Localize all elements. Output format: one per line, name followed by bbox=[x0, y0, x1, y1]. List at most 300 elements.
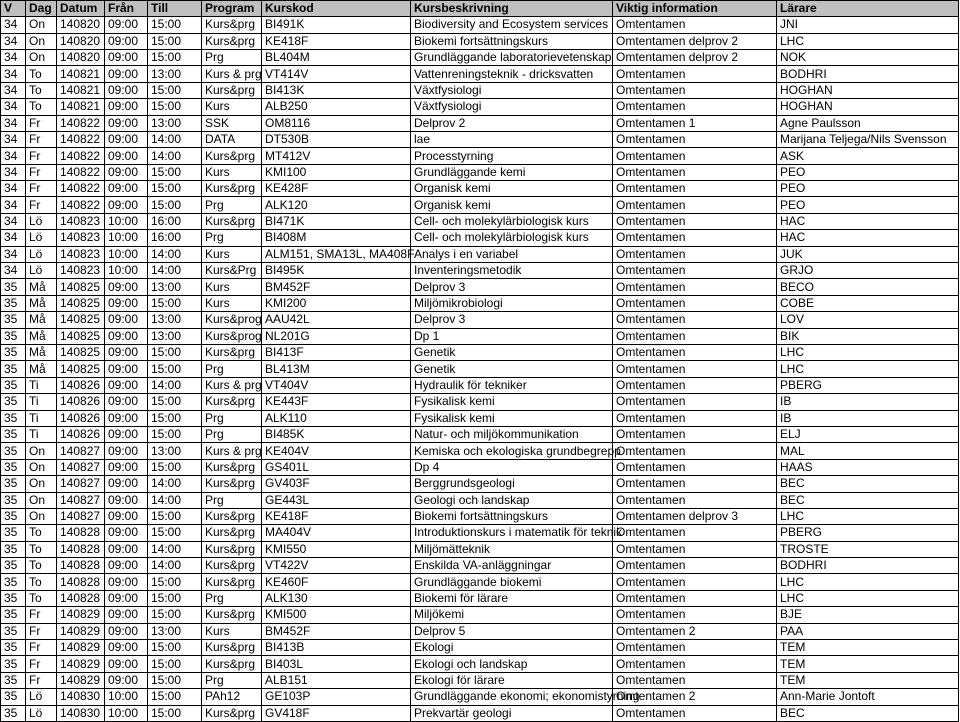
cell-course-code: KMI100 bbox=[262, 164, 411, 180]
cell-program: Kurs&prg bbox=[202, 181, 262, 197]
cell-date: 140828 bbox=[57, 558, 105, 574]
cell-teacher: BJE bbox=[777, 607, 959, 623]
cell-date: 140828 bbox=[57, 590, 105, 606]
cell-day: On bbox=[26, 443, 57, 459]
cell-program: Kurs&prog bbox=[202, 312, 262, 328]
cell-to: 15:00 bbox=[148, 394, 202, 410]
cell-date: 140828 bbox=[57, 541, 105, 557]
cell-to: 14:00 bbox=[148, 263, 202, 279]
table-row bbox=[1, 623, 959, 639]
cell-date: 140822 bbox=[57, 115, 105, 131]
cell-course-code: AAU42L bbox=[262, 312, 411, 328]
cell-week: 35 bbox=[1, 345, 26, 361]
cell-course-description: Geologi och landskap bbox=[411, 492, 613, 508]
table-row bbox=[1, 246, 959, 262]
cell-week: 35 bbox=[1, 541, 26, 557]
cell-important-info: Omtentamen bbox=[613, 476, 777, 492]
cell-course-description: Prekvartär geologi bbox=[411, 705, 613, 721]
cell-course-description: Miljökemi bbox=[411, 607, 613, 623]
cell-week: 34 bbox=[1, 181, 26, 197]
cell-from: 09:00 bbox=[105, 164, 148, 180]
cell-to: 15:00 bbox=[148, 705, 202, 721]
cell-date: 140821 bbox=[57, 66, 105, 82]
table-row bbox=[1, 345, 959, 361]
cell-to: 15:00 bbox=[148, 99, 202, 115]
cell-important-info: Omtentamen bbox=[613, 345, 777, 361]
cell-date: 140827 bbox=[57, 476, 105, 492]
cell-day: Fr bbox=[26, 672, 57, 688]
cell-teacher: BODHRI bbox=[777, 66, 959, 82]
table-row bbox=[1, 263, 959, 279]
cell-important-info: Omtentamen bbox=[613, 426, 777, 442]
header-cell-from: Från bbox=[105, 1, 148, 17]
cell-from: 09:00 bbox=[105, 33, 148, 49]
cell-program: Kurs bbox=[202, 279, 262, 295]
header-cell-week: V bbox=[1, 1, 26, 17]
cell-important-info: Omtentamen 2 bbox=[613, 623, 777, 639]
cell-to: 15:00 bbox=[148, 672, 202, 688]
cell-date: 140821 bbox=[57, 99, 105, 115]
cell-week: 35 bbox=[1, 377, 26, 393]
table-row bbox=[1, 640, 959, 656]
cell-teacher: BEC bbox=[777, 705, 959, 721]
cell-day: Fr bbox=[26, 131, 57, 147]
cell-course-description: Fysikalisk kemi bbox=[411, 410, 613, 426]
cell-teacher: LHC bbox=[777, 508, 959, 524]
cell-important-info: Omtentamen bbox=[613, 672, 777, 688]
cell-program: Kurs&prg bbox=[202, 508, 262, 524]
cell-important-info: Omtentamen 1 bbox=[613, 115, 777, 131]
cell-program: Kurs bbox=[202, 295, 262, 311]
cell-course-code: BL413M bbox=[262, 361, 411, 377]
cell-day: On bbox=[26, 33, 57, 49]
header-cell-date: Datum bbox=[57, 1, 105, 17]
cell-from: 09:00 bbox=[105, 443, 148, 459]
cell-program: Kurs&prog bbox=[202, 328, 262, 344]
cell-day: On bbox=[26, 17, 57, 33]
cell-to: 15:00 bbox=[148, 164, 202, 180]
cell-from: 09:00 bbox=[105, 197, 148, 213]
cell-day: Fr bbox=[26, 115, 57, 131]
cell-to: 15:00 bbox=[148, 640, 202, 656]
cell-day: Fr bbox=[26, 181, 57, 197]
table-row bbox=[1, 410, 959, 426]
cell-day: On bbox=[26, 508, 57, 524]
cell-program: Kurs&prg bbox=[202, 148, 262, 164]
cell-course-code: BI471K bbox=[262, 213, 411, 229]
cell-week: 34 bbox=[1, 49, 26, 65]
cell-course-description: Växtfysiologi bbox=[411, 99, 613, 115]
cell-date: 140829 bbox=[57, 640, 105, 656]
cell-program: Prg bbox=[202, 492, 262, 508]
cell-important-info: Omtentamen bbox=[613, 164, 777, 180]
cell-week: 35 bbox=[1, 607, 26, 623]
cell-week: 35 bbox=[1, 558, 26, 574]
cell-course-description: Vattenreningsteknik - dricksvatten bbox=[411, 66, 613, 82]
cell-date: 140826 bbox=[57, 394, 105, 410]
table-row bbox=[1, 525, 959, 541]
cell-to: 14:00 bbox=[148, 492, 202, 508]
cell-day: Lö bbox=[26, 246, 57, 262]
cell-week: 35 bbox=[1, 279, 26, 295]
cell-from: 09:00 bbox=[105, 377, 148, 393]
cell-course-description: Delprov 3 bbox=[411, 312, 613, 328]
table-row bbox=[1, 33, 959, 49]
table-row bbox=[1, 312, 959, 328]
cell-program: Prg bbox=[202, 672, 262, 688]
table-row bbox=[1, 148, 959, 164]
cell-course-description: Delprov 5 bbox=[411, 623, 613, 639]
cell-week: 35 bbox=[1, 525, 26, 541]
cell-date: 140826 bbox=[57, 377, 105, 393]
cell-course-code: GS401L bbox=[262, 459, 411, 475]
cell-from: 09:00 bbox=[105, 459, 148, 475]
cell-important-info: Omtentamen bbox=[613, 558, 777, 574]
cell-course-code: BI485K bbox=[262, 426, 411, 442]
cell-important-info: Omtentamen bbox=[613, 131, 777, 147]
cell-week: 34 bbox=[1, 148, 26, 164]
cell-important-info: Omtentamen bbox=[613, 197, 777, 213]
cell-important-info: Omtentamen bbox=[613, 295, 777, 311]
cell-course-code: KE404V bbox=[262, 443, 411, 459]
cell-from: 09:00 bbox=[105, 148, 148, 164]
cell-to: 16:00 bbox=[148, 230, 202, 246]
cell-course-description: lae bbox=[411, 131, 613, 147]
cell-course-description: Biokemi fortsättningskurs bbox=[411, 508, 613, 524]
cell-teacher: PEO bbox=[777, 197, 959, 213]
cell-course-code: ALM151, SMA13L, MA408F bbox=[262, 246, 411, 262]
cell-week: 35 bbox=[1, 574, 26, 590]
cell-teacher: HAC bbox=[777, 213, 959, 229]
cell-week: 35 bbox=[1, 459, 26, 475]
cell-date: 140822 bbox=[57, 131, 105, 147]
cell-course-description: Ekologi och landskap bbox=[411, 656, 613, 672]
cell-course-description: Organisk kemi bbox=[411, 181, 613, 197]
cell-from: 10:00 bbox=[105, 705, 148, 721]
cell-week: 35 bbox=[1, 312, 26, 328]
cell-course-description: Grundläggande ekonomi; ekonomistyrning bbox=[411, 689, 613, 705]
cell-from: 09:00 bbox=[105, 17, 148, 33]
cell-teacher: MAL bbox=[777, 443, 959, 459]
cell-important-info: Omtentamen 2 bbox=[613, 689, 777, 705]
cell-from: 10:00 bbox=[105, 263, 148, 279]
cell-day: Fr bbox=[26, 607, 57, 623]
cell-course-code: BI495K bbox=[262, 263, 411, 279]
cell-week: 35 bbox=[1, 689, 26, 705]
cell-to: 15:00 bbox=[148, 181, 202, 197]
cell-important-info: Omtentamen bbox=[613, 410, 777, 426]
cell-program: Kurs&prg bbox=[202, 17, 262, 33]
cell-program: Kurs&prg bbox=[202, 82, 262, 98]
cell-course-code: BI413F bbox=[262, 345, 411, 361]
cell-to: 15:00 bbox=[148, 197, 202, 213]
cell-important-info: Omtentamen bbox=[613, 279, 777, 295]
cell-program: Prg bbox=[202, 230, 262, 246]
cell-day: On bbox=[26, 476, 57, 492]
cell-teacher: GRJO bbox=[777, 263, 959, 279]
cell-week: 34 bbox=[1, 263, 26, 279]
cell-to: 15:00 bbox=[148, 574, 202, 590]
cell-program: PAh12 bbox=[202, 689, 262, 705]
cell-from: 09:00 bbox=[105, 590, 148, 606]
header-cell-day: Dag bbox=[26, 1, 57, 17]
cell-important-info: Omtentamen bbox=[613, 263, 777, 279]
cell-week: 34 bbox=[1, 66, 26, 82]
cell-from: 09:00 bbox=[105, 492, 148, 508]
cell-day: Lö bbox=[26, 213, 57, 229]
cell-date: 140828 bbox=[57, 574, 105, 590]
cell-program: Kurs&prg bbox=[202, 345, 262, 361]
cell-from: 09:00 bbox=[105, 99, 148, 115]
table-row bbox=[1, 394, 959, 410]
cell-course-code: ALK120 bbox=[262, 197, 411, 213]
cell-to: 15:00 bbox=[148, 49, 202, 65]
cell-important-info: Omtentamen bbox=[613, 312, 777, 328]
table-row bbox=[1, 590, 959, 606]
cell-teacher: PBERG bbox=[777, 377, 959, 393]
cell-course-code: BI413B bbox=[262, 640, 411, 656]
table-row bbox=[1, 541, 959, 557]
cell-week: 35 bbox=[1, 394, 26, 410]
cell-day: On bbox=[26, 492, 57, 508]
cell-day: Ti bbox=[26, 410, 57, 426]
cell-course-description: Analys i en variabel bbox=[411, 246, 613, 262]
cell-date: 140826 bbox=[57, 426, 105, 442]
cell-course-code: VT414V bbox=[262, 66, 411, 82]
cell-from: 09:00 bbox=[105, 541, 148, 557]
cell-date: 140825 bbox=[57, 361, 105, 377]
cell-program: Kurs&prg bbox=[202, 607, 262, 623]
cell-important-info: Omtentamen bbox=[613, 181, 777, 197]
cell-course-description: Berggrundsgeologi bbox=[411, 476, 613, 492]
cell-course-description: Kemiska och ekologiska grundbegrepp bbox=[411, 443, 613, 459]
cell-from: 09:00 bbox=[105, 279, 148, 295]
cell-week: 34 bbox=[1, 213, 26, 229]
cell-course-code: KE428F bbox=[262, 181, 411, 197]
cell-to: 13:00 bbox=[148, 443, 202, 459]
cell-week: 34 bbox=[1, 246, 26, 262]
cell-to: 13:00 bbox=[148, 328, 202, 344]
table-row bbox=[1, 164, 959, 180]
cell-course-description: Genetik bbox=[411, 361, 613, 377]
cell-date: 140827 bbox=[57, 459, 105, 475]
cell-to: 16:00 bbox=[148, 213, 202, 229]
cell-important-info: Omtentamen bbox=[613, 328, 777, 344]
cell-from: 09:00 bbox=[105, 66, 148, 82]
table-row bbox=[1, 574, 959, 590]
cell-day: Lö bbox=[26, 230, 57, 246]
cell-week: 34 bbox=[1, 131, 26, 147]
cell-important-info: Omtentamen bbox=[613, 148, 777, 164]
cell-to: 14:00 bbox=[148, 541, 202, 557]
table-row bbox=[1, 705, 959, 721]
cell-from: 09:00 bbox=[105, 181, 148, 197]
table-row bbox=[1, 672, 959, 688]
cell-course-description: Dp 4 bbox=[411, 459, 613, 475]
cell-day: Lö bbox=[26, 263, 57, 279]
cell-course-code: GV418F bbox=[262, 705, 411, 721]
cell-week: 35 bbox=[1, 410, 26, 426]
cell-teacher: HAC bbox=[777, 230, 959, 246]
cell-important-info: Omtentamen bbox=[613, 607, 777, 623]
cell-to: 15:00 bbox=[148, 410, 202, 426]
cell-teacher: JNI bbox=[777, 17, 959, 33]
cell-date: 140828 bbox=[57, 525, 105, 541]
table-row bbox=[1, 66, 959, 82]
cell-course-description: Ekologi bbox=[411, 640, 613, 656]
table-row bbox=[1, 197, 959, 213]
cell-day: To bbox=[26, 541, 57, 557]
cell-week: 35 bbox=[1, 623, 26, 639]
table-row bbox=[1, 131, 959, 147]
cell-teacher: Ann-Marie Jontoft bbox=[777, 689, 959, 705]
cell-course-code: KMI500 bbox=[262, 607, 411, 623]
cell-to: 15:00 bbox=[148, 689, 202, 705]
cell-teacher: PEO bbox=[777, 181, 959, 197]
cell-week: 35 bbox=[1, 443, 26, 459]
cell-course-code: NL201G bbox=[262, 328, 411, 344]
cell-to: 13:00 bbox=[148, 623, 202, 639]
cell-to: 15:00 bbox=[148, 33, 202, 49]
cell-week: 34 bbox=[1, 99, 26, 115]
cell-important-info: Omtentamen bbox=[613, 66, 777, 82]
cell-program: Prg bbox=[202, 590, 262, 606]
cell-from: 09:00 bbox=[105, 115, 148, 131]
cell-teacher: HOGHAN bbox=[777, 82, 959, 98]
cell-course-code: BI403L bbox=[262, 656, 411, 672]
cell-course-description: Hydraulik för tekniker bbox=[411, 377, 613, 393]
cell-date: 140829 bbox=[57, 656, 105, 672]
cell-day: On bbox=[26, 49, 57, 65]
cell-program: Kurs&prg bbox=[202, 476, 262, 492]
cell-program: Prg bbox=[202, 49, 262, 65]
cell-date: 140822 bbox=[57, 164, 105, 180]
cell-day: Må bbox=[26, 279, 57, 295]
cell-date: 140822 bbox=[57, 197, 105, 213]
cell-date: 140820 bbox=[57, 49, 105, 65]
cell-program: Kurs bbox=[202, 623, 262, 639]
header-cell-course-description: Kursbeskrivning bbox=[411, 1, 613, 17]
cell-important-info: Omtentamen bbox=[613, 246, 777, 262]
cell-date: 140825 bbox=[57, 312, 105, 328]
cell-from: 09:00 bbox=[105, 345, 148, 361]
cell-course-description: Grundläggande kemi bbox=[411, 164, 613, 180]
cell-course-code: GE443L bbox=[262, 492, 411, 508]
cell-teacher: NOK bbox=[777, 49, 959, 65]
cell-program: Kurs&prg bbox=[202, 558, 262, 574]
cell-program: Kurs&prg bbox=[202, 459, 262, 475]
cell-teacher: TEM bbox=[777, 640, 959, 656]
cell-date: 140825 bbox=[57, 328, 105, 344]
cell-teacher: HAAS bbox=[777, 459, 959, 475]
cell-to: 15:00 bbox=[148, 525, 202, 541]
cell-important-info: Omtentamen bbox=[613, 640, 777, 656]
cell-course-description: Biokemi för lärare bbox=[411, 590, 613, 606]
cell-teacher: TROSTE bbox=[777, 541, 959, 557]
cell-course-description: Delprov 2 bbox=[411, 115, 613, 131]
cell-day: Fr bbox=[26, 640, 57, 656]
cell-important-info: Omtentamen bbox=[613, 459, 777, 475]
cell-from: 09:00 bbox=[105, 49, 148, 65]
cell-week: 35 bbox=[1, 705, 26, 721]
cell-day: To bbox=[26, 525, 57, 541]
table-row bbox=[1, 17, 959, 33]
cell-course-code: VT422V bbox=[262, 558, 411, 574]
cell-week: 34 bbox=[1, 115, 26, 131]
cell-course-code: ALB250 bbox=[262, 99, 411, 115]
cell-important-info: Omtentamen bbox=[613, 82, 777, 98]
cell-day: Ti bbox=[26, 377, 57, 393]
cell-from: 09:00 bbox=[105, 508, 148, 524]
cell-important-info: Omtentamen bbox=[613, 361, 777, 377]
cell-date: 140820 bbox=[57, 33, 105, 49]
cell-from: 09:00 bbox=[105, 640, 148, 656]
cell-course-description: Enskilda VA-anläggningar bbox=[411, 558, 613, 574]
cell-to: 13:00 bbox=[148, 312, 202, 328]
cell-to: 15:00 bbox=[148, 295, 202, 311]
cell-day: To bbox=[26, 82, 57, 98]
table-row bbox=[1, 377, 959, 393]
cell-teacher: Marijana Teljega/Nils Svensson bbox=[777, 131, 959, 147]
cell-program: Kurs & prg bbox=[202, 443, 262, 459]
cell-to: 13:00 bbox=[148, 66, 202, 82]
cell-program: Kurs&Prg bbox=[202, 263, 262, 279]
cell-course-code: KE418F bbox=[262, 33, 411, 49]
cell-important-info: Omtentamen bbox=[613, 443, 777, 459]
table-row bbox=[1, 492, 959, 508]
cell-program: Prg bbox=[202, 361, 262, 377]
cell-to: 15:00 bbox=[148, 590, 202, 606]
cell-program: Kurs&prg bbox=[202, 541, 262, 557]
table-body bbox=[1, 17, 959, 722]
cell-date: 140829 bbox=[57, 672, 105, 688]
cell-week: 35 bbox=[1, 656, 26, 672]
cell-teacher: TEM bbox=[777, 672, 959, 688]
cell-from: 09:00 bbox=[105, 312, 148, 328]
cell-course-code: BL404M bbox=[262, 49, 411, 65]
cell-teacher: LHC bbox=[777, 574, 959, 590]
cell-important-info: Omtentamen bbox=[613, 99, 777, 115]
cell-from: 09:00 bbox=[105, 574, 148, 590]
cell-day: Lö bbox=[26, 705, 57, 721]
table-row bbox=[1, 476, 959, 492]
cell-course-code: ALK110 bbox=[262, 410, 411, 426]
cell-from: 09:00 bbox=[105, 558, 148, 574]
cell-to: 15:00 bbox=[148, 361, 202, 377]
cell-course-description: Inventeringsmetodik bbox=[411, 263, 613, 279]
cell-course-description: Ekologi för lärare bbox=[411, 672, 613, 688]
cell-from: 09:00 bbox=[105, 476, 148, 492]
cell-from: 09:00 bbox=[105, 623, 148, 639]
cell-course-code: MT412V bbox=[262, 148, 411, 164]
table-row bbox=[1, 230, 959, 246]
cell-teacher: LOV bbox=[777, 312, 959, 328]
cell-course-description: Grundläggande biokemi bbox=[411, 574, 613, 590]
cell-course-code: KE443F bbox=[262, 394, 411, 410]
cell-day: Lö bbox=[26, 689, 57, 705]
cell-course-description: Dp 1 bbox=[411, 328, 613, 344]
table-row bbox=[1, 213, 959, 229]
table-row bbox=[1, 328, 959, 344]
cell-date: 140822 bbox=[57, 148, 105, 164]
cell-week: 35 bbox=[1, 361, 26, 377]
cell-from: 09:00 bbox=[105, 525, 148, 541]
cell-to: 14:00 bbox=[148, 131, 202, 147]
cell-course-description: Cell- och molekylärbiologisk kurs bbox=[411, 230, 613, 246]
cell-program: Prg bbox=[202, 197, 262, 213]
table-row bbox=[1, 295, 959, 311]
cell-date: 140825 bbox=[57, 295, 105, 311]
